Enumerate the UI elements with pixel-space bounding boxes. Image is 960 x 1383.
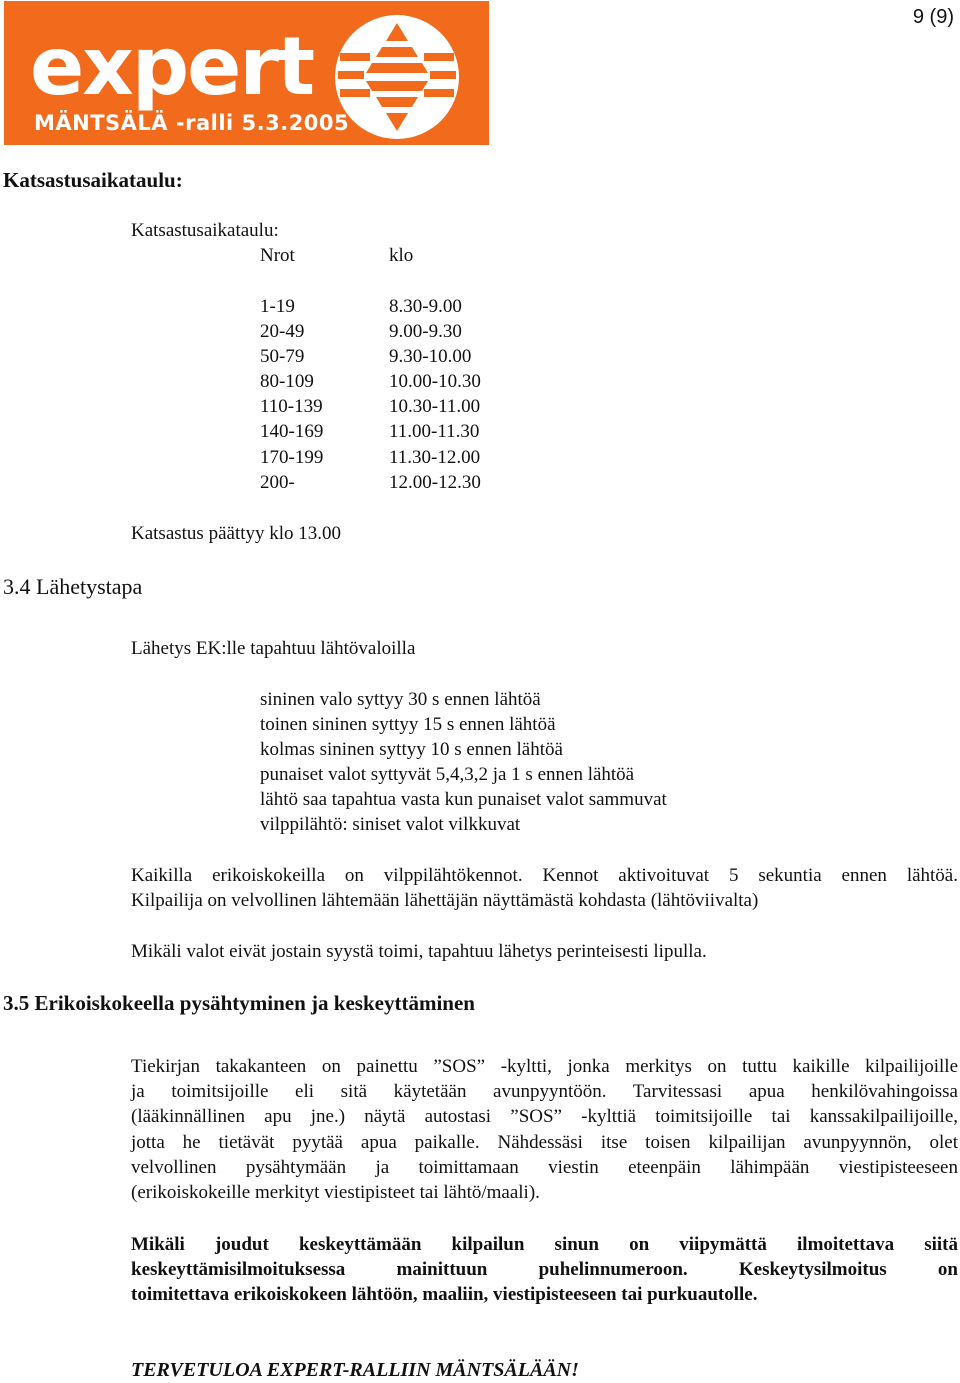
inspection-end-note: Katsastus päättyy klo 13.00	[131, 523, 342, 544]
col-time-header: klo	[389, 245, 414, 266]
expert-star-emblem-icon	[326, 13, 468, 141]
expert-rally-banner	[4, 1, 489, 145]
row-time: 11.30-12.00	[389, 447, 481, 468]
row-nums: 1-19	[260, 296, 295, 317]
row-nums: 20-49	[260, 321, 305, 342]
schedule-row	[260, 445, 560, 470]
schedule-row	[260, 344, 560, 369]
schedule-row	[260, 319, 560, 344]
logo-wordmark: expert	[30, 20, 314, 113]
inspection-heading: Katsastusaikataulu:	[3, 168, 183, 192]
closing-greeting: TERVETULOA EXPERT-RALLIIN MÄNTSÄLÄÄN!	[131, 1359, 579, 1381]
row-time: 8.30-9.00	[389, 296, 462, 317]
schedule-header	[260, 243, 560, 268]
row-time: 12.00-12.30	[389, 472, 481, 493]
row-nums: 80-109	[260, 371, 314, 392]
paragraph-line: Kilpailija on velvollinen lähtemään lähettäjän näyttämästä kohdasta (lähtöviivalta)	[131, 890, 759, 912]
start-intro: Lähetys EK:lle tapahtuu lähtövaloilla	[131, 638, 416, 659]
paragraph-line: (lääkinnällinen apu jne.) näytä autostasi ”SOS” -kylttiä toimitsijoille tai kanssakilpailijoille,	[131, 1106, 958, 1128]
paragraph-line: (erikoiskokeille merkityt viestipisteet tai lähtö/maali).	[131, 1182, 540, 1204]
list-item: vilppilähtö: siniset valot vilkkuvat	[260, 814, 521, 835]
schedule-row	[260, 294, 560, 319]
row-time: 9.30-10.00	[389, 346, 472, 367]
row-time: 10.30-11.00	[389, 396, 481, 417]
row-time: 10.00-10.30	[389, 371, 481, 392]
list-item: lähtö saa tapahtua vasta kun punaiset valot sammuvat	[260, 789, 667, 810]
paragraph-line: toimitettava erikoiskokeen lähtöön, maaliin, viestipisteeseen tai purkuautolle.	[131, 1284, 758, 1306]
row-time: 11.00-11.30	[389, 421, 480, 442]
start-method-heading: 3.4 Lähetystapa	[3, 574, 143, 599]
schedule-row	[260, 470, 560, 495]
list-item: punaiset valot syttyvät 5,4,3,2 ja 1 s ennen lähtöä	[260, 764, 635, 785]
page-number: 9 (9)	[912, 6, 954, 28]
row-nums: 140-169	[260, 421, 324, 442]
flag-start-note: Mikäli valot eivät jostain syystä toimi, tapahtuu lähetys perinteisesti lipulla.	[131, 941, 707, 962]
row-time: 9.00-9.30	[389, 321, 462, 342]
row-nums: 200-	[260, 472, 295, 493]
list-item: kolmas sininen syttyy 10 s ennen lähtöä	[260, 739, 563, 760]
col-numbers-header: Nrot	[260, 245, 295, 266]
paragraph-line: Tiekirjan takakanteen on painettu ”SOS” -kyltti, jonka merkitys on tuttu kaikille kilpailijoille	[131, 1056, 958, 1077]
paragraph-line: keskeyttämisilmoituksessa mainittuun puhelinnumeroon. Keskeytysilmoitus on	[131, 1259, 958, 1281]
row-nums: 50-79	[260, 346, 305, 367]
sos-paragraph	[131, 1054, 958, 1205]
row-nums: 110-139	[260, 396, 323, 417]
row-nums: 170-199	[260, 447, 324, 468]
paragraph-line: ja toimitsijoille eli sitä käytetään avunpyyntöön. Tarvitessasi apua henkilövahingoissa	[131, 1081, 958, 1103]
schedule-row	[260, 419, 560, 444]
list-item: sininen valo syttyy 30 s ennen lähtöä	[260, 689, 541, 710]
logo-subtitle: MÄNTSÄLÄ -ralli 5.3.2005	[34, 111, 350, 135]
paragraph-line: jotta he tietävät pyytää apua paikalle. Nähdessäsi itse toisen kilpailijan avunpyynnön, olet	[131, 1131, 958, 1153]
paragraph-line: velvollinen pysähtymään ja toimittamaan viestin eteenpäin lähimpään viestipisteeseen	[131, 1156, 958, 1178]
false-start-paragraph	[131, 863, 958, 913]
inspection-subheading: Katsastusaikataulu:	[131, 220, 279, 241]
list-item: toinen sininen syttyy 15 s ennen lähtöä	[260, 714, 556, 735]
paragraph-line: Mikäli joudut keskeyttämään kilpailun sinun on viipymättä ilmoitettava siitä	[131, 1234, 958, 1255]
stop-heading: 3.5 Erikoiskokeella pysähtyminen ja keskeyttäminen	[3, 991, 475, 1015]
withdrawal-paragraph	[131, 1232, 958, 1308]
paragraph-line: Kaikilla erikoiskokeilla on vilppilähtökennot. Kennot aktivoituvat 5 sekuntia ennen lähtöä.	[131, 865, 958, 886]
schedule-row	[260, 369, 560, 394]
start-light-list	[260, 687, 667, 837]
schedule-row	[260, 394, 560, 419]
